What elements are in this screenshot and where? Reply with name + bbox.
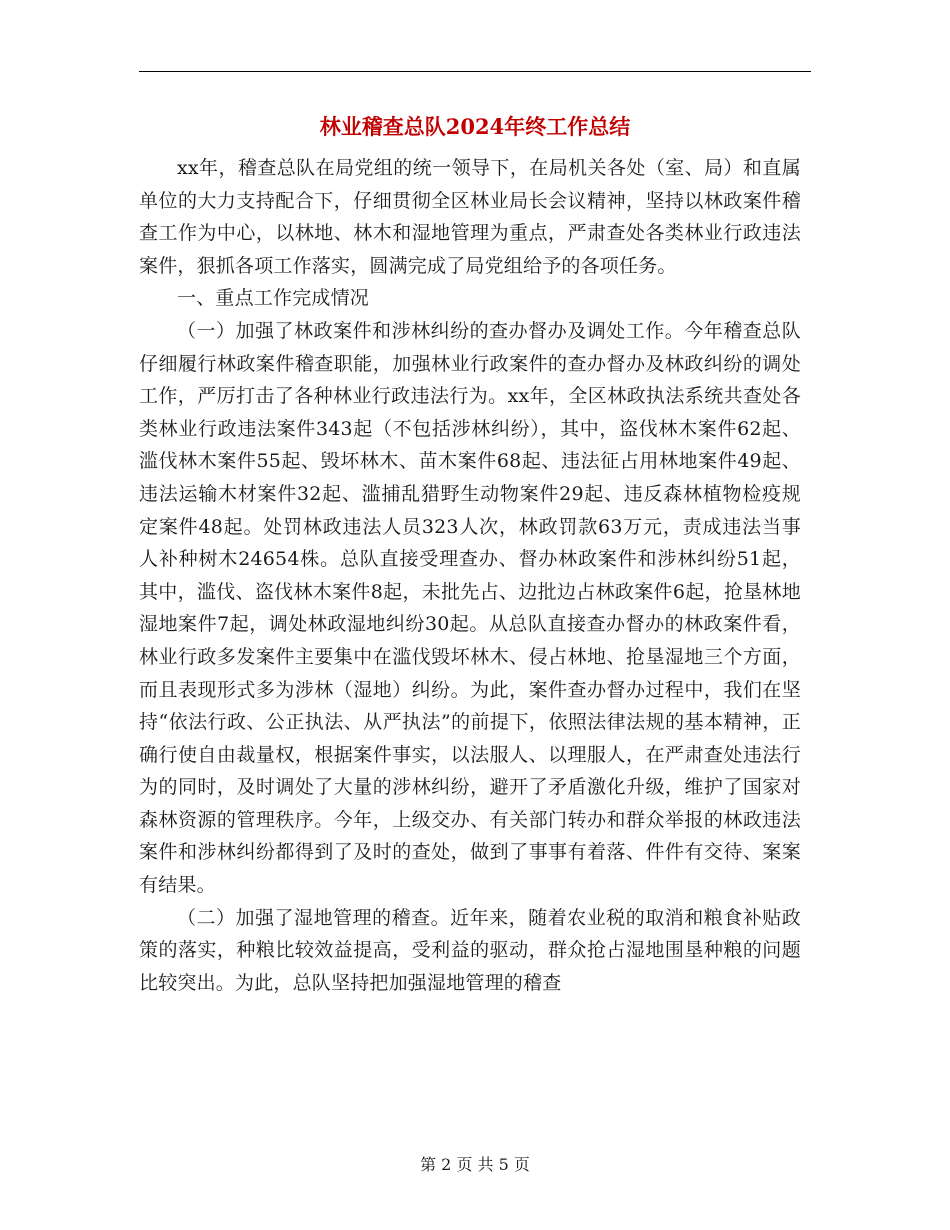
document-title: 林业稽查总队2024年终工作总结: [319, 114, 631, 139]
paragraph-wetland: （二）加强了湿地管理的稽查。近年来，随着农业税的取消和粮食补贴政策的落实，种粮比较效益提高，受利益的驱动，群众抢占湿地围垦种粮的问题比较突出。为此，总队坚持把加强湿地管理的稽查: [139, 906, 801, 994]
header-rule: [139, 71, 811, 72]
section-heading: 一、重点工作完成情况: [177, 287, 370, 310]
paragraph-intro: xx年，稽查总队在局党组的统一领导下，在局机关各处（室、局）和直属单位的大力支持配合下，仔细贯彻全区林业局长会议精神，坚持以林政案件稽查工作为中心，以林地、林木和湿地管理为重点，严肃查处各类林业行政违法案件，狠抓各项工作落实，圆满完成了局党组给予的各项任务。: [139, 157, 801, 277]
document-body: [139, 152, 801, 999]
paragraph-case-handling: （一）加强了林政案件和涉林纠纷的查办督办及调处工作。今年稽查总队仔细履行林政案件稽查职能，加强林业行政案件的查办督办及林政纠纷的调处工作，严厉打击了各种林业行政违法行为。xx年，全区林政执法系统共查处各类林业行政违法案件343起（不包括涉林纠纷），其中，盗伐林木案件62起、滥伐林木案件55起、毁坏林木、苗木案件68起、违法征占用林地案件49起、违法运输木材案件32起、滥捕乱猎野生动物案件29起、违反森林植物检疫规定案件48起。处罚林政违法人员323人次，林政罚款63万元，责成违法当事人补种树木24654株。总队直接受理查办、督办林政案件和涉林纠纷51起，其中，滥伐、盗伐林木案件8起，未批先占、边批边占林政案件6起，抢垦林地湿地案件7起，调处林政湿地纠纷30起。从总队直接查办督办的林政案件看，林业行政多发案件主要集中在滥伐毁坏林木、侵占林地、抢垦湿地三个方面，而且表现形式多为涉林（湿地）纠纷。为此，案件查办督办过程中，我们在坚持“依法行政、公正执法、从严执法”的前提下，依照法律法规的基本精神，正确行使自由裁量权，根据案件事实，以法服人、以理服人，在严肃查处违法行为的同时，及时调处了大量的涉林纠纷，避开了矛盾激化升级，维护了国家对森林资源的管理秩序。今年，上级交办、有关部门转办和群众举报的林政违法案件和涉林纠纷都得到了及时的查处，做到了事事有着落、件件有交待、案案有结果。: [139, 319, 801, 897]
page-number-footer: 第 2 页 共 5 页: [420, 1155, 530, 1174]
